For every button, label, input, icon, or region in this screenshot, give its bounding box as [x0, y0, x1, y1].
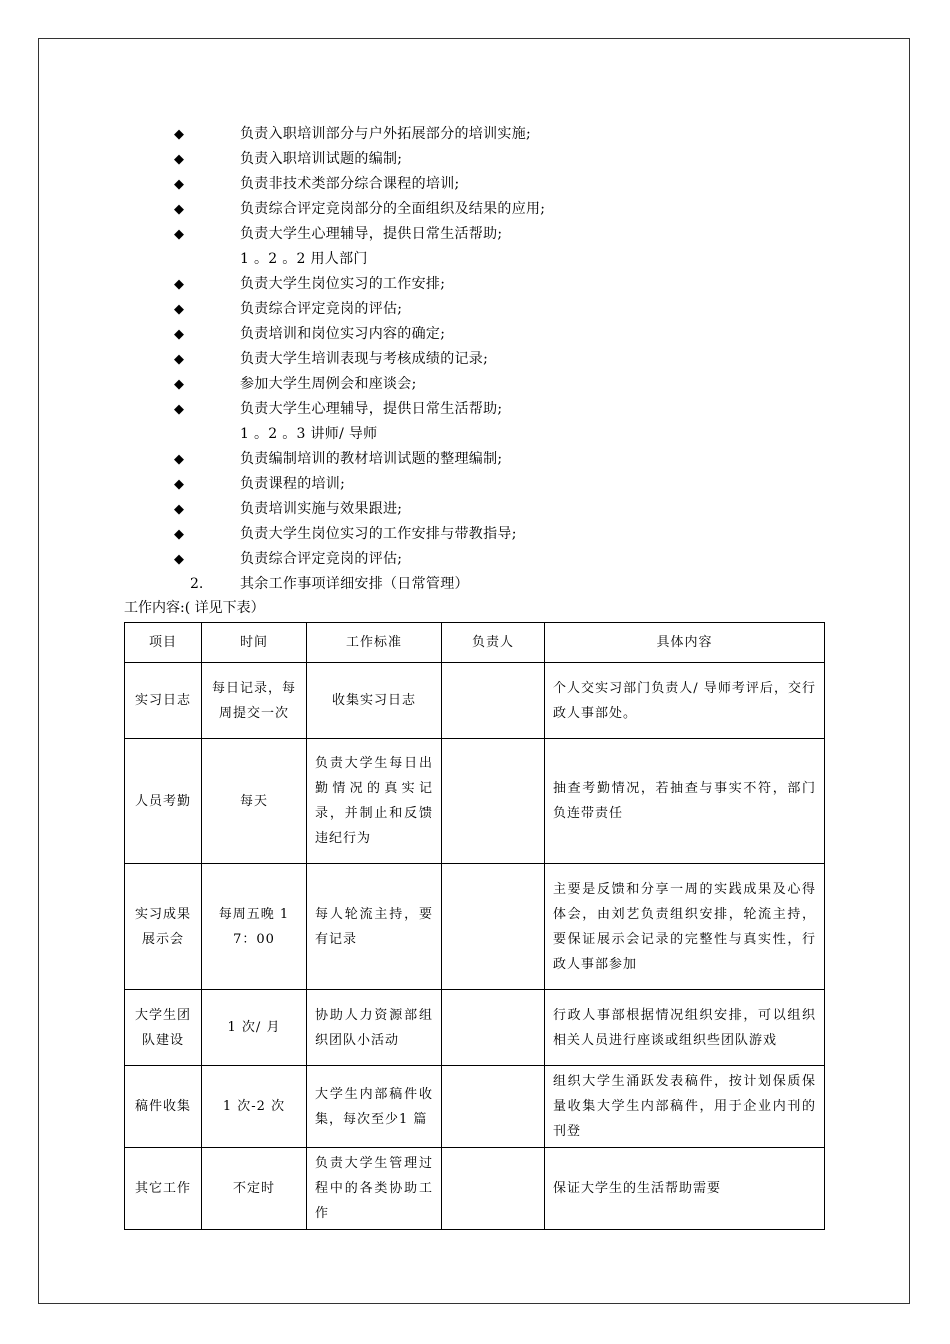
- table-intro: 工作内容:( 详见下表）: [124, 600, 265, 616]
- cell-content: 个人交实习部门负责人/ 导师考评后，交行政人事部处。: [545, 663, 825, 739]
- numbered-heading: 2. 其余工作事项详细安排（日常管理）: [190, 576, 469, 592]
- table-row: [125, 864, 825, 990]
- section-heading: 1 。2 。3 讲师/ 导师: [240, 426, 378, 442]
- list-item: ◆ 负责综合评定竞岗部分的全面组织及结果的应用;: [174, 197, 874, 222]
- list-item: ◆ 负责培训和岗位实习内容的确定;: [174, 322, 874, 347]
- cell-time: 1 次/ 月: [202, 990, 307, 1066]
- cell-time: 每周五晚 17：00: [202, 864, 307, 990]
- list-item: ◆ 负责综合评定竞岗的评估;: [174, 297, 874, 322]
- list-item: ◆ 负责大学生岗位实习的工作安排;: [174, 272, 874, 297]
- cell-content: 组织大学生涌跃发表稿件，按计划保质保量收集大学生内部稿件，用于企业内刊的刊登: [545, 1066, 825, 1148]
- list-item: ◆ 参加大学生周例会和座谈会;: [174, 372, 874, 397]
- cell-standard: 负责大学生每日出勤情况的真实记录，并制止和反馈违纪行为: [307, 739, 442, 864]
- list-item: ◆ 负责大学生培训表现与考核成绩的记录;: [174, 347, 874, 372]
- cell-owner: [442, 739, 545, 864]
- diamond-bullet-icon: ◆: [174, 277, 184, 292]
- diamond-bullet-icon: ◆: [174, 477, 184, 492]
- diamond-bullet-icon: ◆: [174, 527, 184, 542]
- cell-owner: [442, 990, 545, 1066]
- list-item: ◆ 负责入职培训部分与户外拓展部分的培训实施;: [174, 122, 874, 147]
- table-row: [125, 1066, 825, 1148]
- cell-time: 不定时: [202, 1148, 307, 1230]
- diamond-bullet-icon: ◆: [174, 552, 184, 567]
- responsibility-list: [174, 122, 874, 597]
- table-row: [125, 663, 825, 739]
- list-item: ◆ 负责大学生岗位实习的工作安排与带教指导;: [174, 522, 874, 547]
- diamond-bullet-icon: ◆: [174, 177, 184, 192]
- list-item: ◆ 负责大学生心理辅导，提供日常生活帮助;: [174, 397, 874, 422]
- diamond-bullet-icon: ◆: [174, 302, 184, 317]
- diamond-bullet-icon: ◆: [174, 452, 184, 467]
- cell-standard: 收集实习日志: [307, 663, 442, 739]
- section-heading: 1 。2 。2 用人部门: [240, 251, 368, 267]
- list-item: ◆ 负责培训实施与效果跟进;: [174, 497, 874, 522]
- list-item: ◆ 负责综合评定竞岗的评估;: [174, 547, 874, 572]
- cell-owner: [442, 1066, 545, 1148]
- header-item: 项目: [125, 623, 202, 663]
- cell-standard: 每人轮流主持，要有记录: [307, 864, 442, 990]
- diamond-bullet-icon: ◆: [174, 227, 184, 242]
- cell-content: 行政人事部根据情况组织安排，可以组织相关人员进行座谈或组织些团队游戏: [545, 990, 825, 1066]
- list-item: ◆ 负责课程的培训;: [174, 472, 874, 497]
- diamond-bullet-icon: ◆: [174, 202, 184, 217]
- cell-item: 实习成果展示会: [125, 864, 202, 990]
- cell-content: 抽查考勤情况，若抽查与事实不符，部门负连带责任: [545, 739, 825, 864]
- list-item: ◆ 负责入职培训试题的编制;: [174, 147, 874, 172]
- list-item: ◆ 负责编制培训的教材培训试题的整理编制;: [174, 447, 874, 472]
- diamond-bullet-icon: ◆: [174, 152, 184, 167]
- cell-time: 每日记录，每周提交一次: [202, 663, 307, 739]
- table-row: [125, 739, 825, 864]
- list-item: ◆ 负责非技术类部分综合课程的培训;: [174, 172, 874, 197]
- diamond-bullet-icon: ◆: [174, 402, 184, 417]
- diamond-bullet-icon: ◆: [174, 502, 184, 517]
- work-schedule-table: [124, 622, 825, 1230]
- header-owner: 负责人: [442, 623, 545, 663]
- list-item: ◆ 负责大学生心理辅导，提供日常生活帮助;: [174, 222, 874, 247]
- diamond-bullet-icon: ◆: [174, 127, 184, 142]
- table-row: [125, 990, 825, 1066]
- cell-standard: 大学生内部稿件收集，每次至少1 篇: [307, 1066, 442, 1148]
- cell-item: 人员考勤: [125, 739, 202, 864]
- diamond-bullet-icon: ◆: [174, 352, 184, 367]
- table-row: [125, 1148, 825, 1230]
- diamond-bullet-icon: ◆: [174, 377, 184, 392]
- header-content: 具体内容: [545, 623, 825, 663]
- cell-standard: 协助人力资源部组织团队小活动: [307, 990, 442, 1066]
- cell-item: 实习日志: [125, 663, 202, 739]
- cell-content: 保证大学生的生活帮助需要: [545, 1148, 825, 1230]
- cell-content: 主要是反馈和分享一周的实践成果及心得体会，由刘艺负责组织安排，轮流主持，要保证展示会记录的完整性与真实性，行政人事部参加: [545, 864, 825, 990]
- cell-time: 每天: [202, 739, 307, 864]
- cell-standard: 负责大学生管理过程中的各类协助工作: [307, 1148, 442, 1230]
- cell-item: 稿件收集: [125, 1066, 202, 1148]
- cell-owner: [442, 663, 545, 739]
- cell-item: 大学生团队建设: [125, 990, 202, 1066]
- table-header-row: [125, 623, 825, 663]
- diamond-bullet-icon: ◆: [174, 327, 184, 342]
- cell-owner: [442, 864, 545, 990]
- cell-item: 其它工作: [125, 1148, 202, 1230]
- header-standard: 工作标准: [307, 623, 442, 663]
- cell-time: 1 次-2 次: [202, 1066, 307, 1148]
- cell-owner: [442, 1148, 545, 1230]
- header-time: 时间: [202, 623, 307, 663]
